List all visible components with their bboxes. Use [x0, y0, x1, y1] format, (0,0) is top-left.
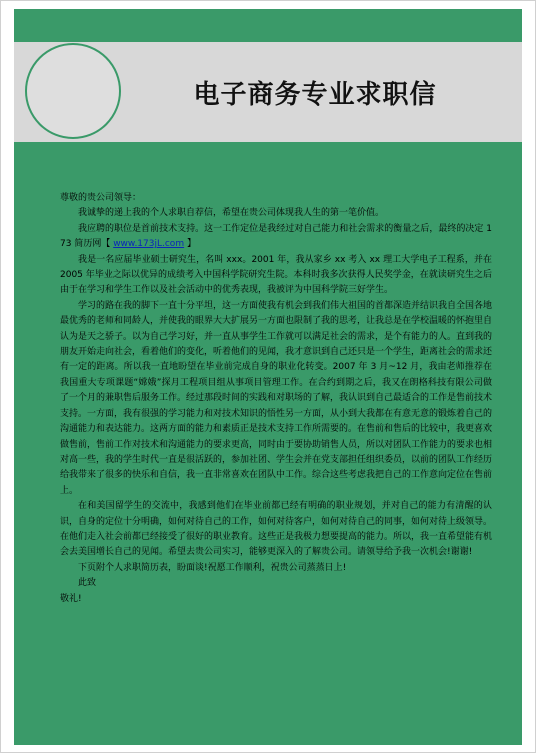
closing-line-1: 此致	[78, 578, 97, 589]
website-link[interactable]: www.173jL.com	[113, 239, 185, 250]
circle-decoration	[25, 43, 121, 139]
paragraph-6: 下页附个人求职简历表，盼面谈!祝愿工作顺利，祝贵公司蒸蒸日上!	[78, 562, 347, 573]
paragraph-5: 在和美国留学生的交流中，我感到他们在毕业前都已经有明确的职业规划，并对自己的能力有清醒的认识，自身的定位十分明确，如何对待自己的工作，如何对待客户，如何对待自己的同事，如何对待上级领导。在他们走入社会前都已经接受了很好的职业教育。这些正是我极力想要提高的能力。所以，我一直希望能有机会去美国增长自己的见闻。希望去贵公司实习，能够更深入的了解贵公司。请领导给予我一次机会!谢谢!	[60, 501, 493, 558]
paragraph-2-tail: 】	[184, 239, 196, 250]
paragraph-2	[60, 222, 492, 253]
letter-body	[60, 191, 492, 607]
closing-line-2: 敬礼!	[60, 593, 82, 604]
paragraph-4: 学习的路在我的脚下一直十分平坦，这一方面使我有机会到我们伟大祖国的首都深造并结识我自全国各地最优秀的老师和同龄人，并使我的眼界大大扩展另一方面也限制了我的思考，让我总是在学校温暖的怀抱里自认为是天之骄子。以为自己学习好，并一直从事学生工作就可以满足社会的需求，是个有能力的人。直到我的朋友开始走向社会，看着他们的变化，听着他们的见闻，我才意识到自己还只是一个学生，距离社会的需求还有一定的距离。所以我一直地盼望在毕业前完成自身的职业化转变。2007 年 3 月~12 月，我由老师推荐在我国重大专项课题“嫦娥”探月工程项目组从事项目管理工作。在合约到期之后，我又在朗格科技有限公司做了一个月的兼职售后服务工作。经过那段时间的实践和对职场的了解，我认识到自己最适合的工作是售前技术支持。一方面，我有很强的学习能力和对技术知识的悟性另一方面，从小到大我都在有意无意的锻炼着自己的沟通能力和表达能力。这两方面的能力和素质正是技术支持工作所需要的。在售前和售后的比较中，我更喜欢做售前，售前工作对技术和沟通能力的要求更高，同时由于要协助销售人员，所以对团队工作能力的要求也相对高一些，我的学生时代一直是很活跃的，参加社团、学生会并在党支部担任组织委员，以前的团队工作经历给我带来了很多的快乐和自信，我一直非常喜欢在团队中工作。综合这些考虑我把自己的工作意向定位在售前上。	[60, 300, 493, 496]
page-title: 电子商务专业求职信	[193, 80, 437, 110]
paragraph-3: 我是一名应届毕业硕士研究生，名叫 xxx。2001 年，我从家乡 xx 考入 xx 理工大学电子工程系，并在 2005 年毕业之际以优异的成绩考入中国科学院研究生院。本科时我多次获得人民奖学金，在就读研究生之后由于在学习和学生工作以及社会活动中的优秀表现，我被评为中国科学院三好学生。	[60, 254, 492, 296]
paragraph-2-text: 我应聘的职位是首前技术支持。这一工作定位是我经过对自己能力和社会需求的衡量之后，最终的决定 173 简历网【	[60, 223, 492, 250]
salutation: 尊敬的贵公司领导：	[60, 193, 142, 203]
paragraph-1: 我诚挚的递上我的个人求职自荐信，希望在贵公司体现我人生的第一笔价值。	[78, 208, 385, 219]
